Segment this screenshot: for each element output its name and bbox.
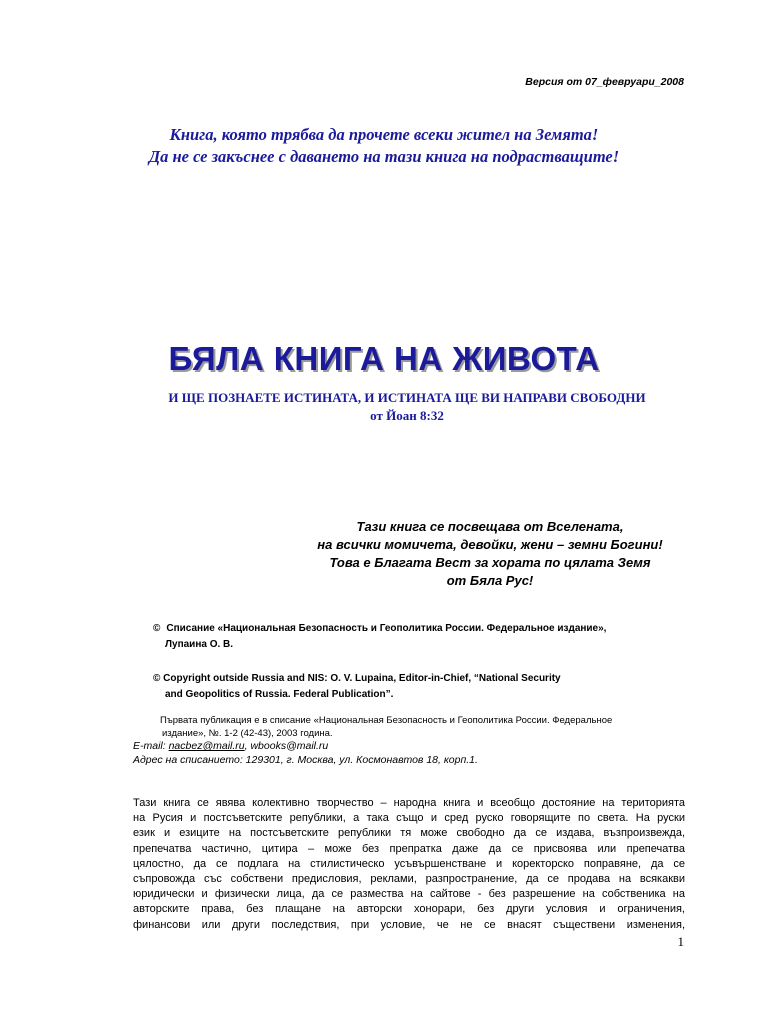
body-line: съпровожда със собствени предисловия, реклами, разпространение, да се продава на всякакви xyxy=(133,873,685,886)
body-line: на Русия и постсъветските републики, а така също и сред руско говорящите по света. На руски xyxy=(133,812,685,825)
copyright-ru-line: Лупаина О. В. xyxy=(165,639,234,650)
copyright-en-line: Copyright outside Russia and NIS: O. V. Lupaina, Editor-in-Chief, “National Security xyxy=(163,673,561,684)
copyright-symbol: © xyxy=(153,623,161,634)
address-line: Адрес на списанието: 129301, г. Москва, ул. Космонавтов 18, корп.1. xyxy=(133,754,478,766)
dedication-top xyxy=(0,124,768,168)
version-label: Версия от 07_февруари_2008 xyxy=(525,76,684,88)
dedication-line: Това е Благата Вест за хората по цялата Земя xyxy=(329,555,651,570)
dedication-block xyxy=(300,518,680,590)
email-separator: , xyxy=(244,740,248,752)
dedication-top-line: Книга, която трябва да прочете всеки жител на Земята! xyxy=(169,125,599,144)
copyright-ru-line: Списание «Национальная Безопасность и Геополитика России. Федеральное издание», xyxy=(166,623,607,634)
first-publication-line: издание», №. 1-2 (42-43), 2003 година. xyxy=(162,728,333,739)
first-publication-note xyxy=(160,714,680,740)
copyright-english xyxy=(153,671,561,703)
email-label: E-mail: xyxy=(133,740,166,752)
body-line: юридически и физически лица, да се размества на сайтове - без разрешение на собственика на xyxy=(133,888,685,901)
dedication-line: на всички момичета, девойки, жени – земни Богини! xyxy=(317,537,663,552)
body-line: език и езиците на постсъветските републики тя може свободно да се издава, възпроизвежда, xyxy=(133,827,685,840)
email-text: wbooks@mail.ru xyxy=(250,740,329,752)
body-line: цялостно, да се подлага на стилистическо усъвършенстване и коректорско поправяне, да се xyxy=(133,857,685,870)
contact-info xyxy=(133,739,478,767)
email-link[interactable]: nacbez@mail.ru xyxy=(168,740,245,752)
book-title: БЯЛА КНИГА НА ЖИВОТА xyxy=(168,340,600,377)
quote-source: от Йоан 8:32 xyxy=(370,408,444,423)
page-number: 1 xyxy=(677,934,684,949)
body-line: авторските права, без плащане на авторски хонорари, без други условия и ограничения, xyxy=(133,903,685,916)
body-line: Тази книга се явява колективно творчество – народна книга и всеобщо достояние на територията xyxy=(133,797,685,809)
body-paragraph xyxy=(133,796,685,933)
body-line: финансови или други последствия, при условие, че не се внасят съществени изменения, xyxy=(133,918,685,931)
dedication-line: Тази книга се посвещава от Вселената, xyxy=(356,519,624,534)
copyright-symbol: © xyxy=(153,673,161,684)
copyright-russian xyxy=(153,621,606,653)
first-publication-line: Първата публикация е в списание «Национальная Безопасность и Геополитика России. Федеральное xyxy=(160,715,613,726)
dedication-top-line: Да не се закъснее с даването на тази книга на подрастващите! xyxy=(148,147,620,166)
dedication-line: от Бяла Рус! xyxy=(446,573,534,588)
book-subtitle: И ЩЕ ПОЗНАЕТЕ ИСТИНАТА, И ИСТИНАТА ЩЕ ВИ НАПРАВИ СВОБОДНИ xyxy=(168,390,646,405)
copyright-en-line: and Geopolitics of Russia. Federal Publication”. xyxy=(165,689,394,700)
body-line: препечатва частично, цитира – може без препратка даже да се присвоява или препечатва xyxy=(133,842,685,855)
